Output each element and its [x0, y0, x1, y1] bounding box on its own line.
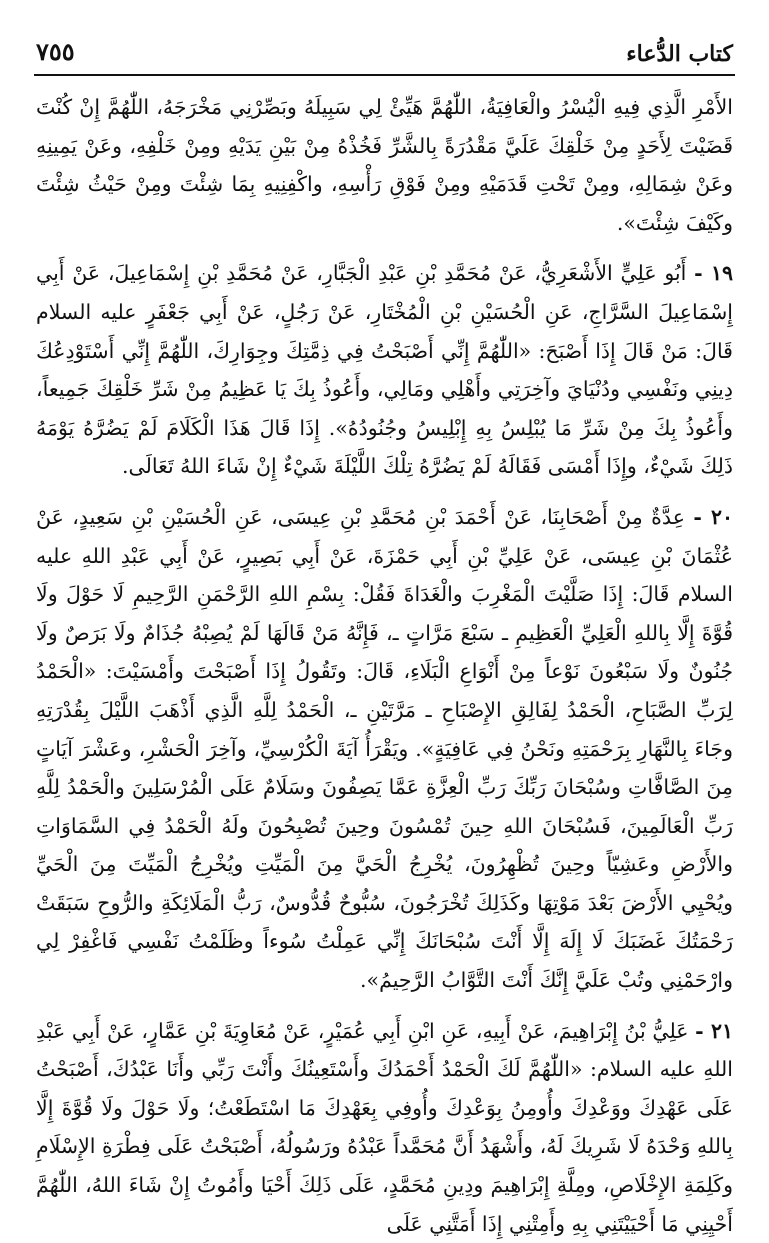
paragraph-hadith-19: [36, 254, 733, 486]
page-body: [36, 88, 733, 1243]
paragraph-continuation: [36, 88, 733, 242]
header-rule: [34, 74, 735, 76]
paragraph-text: أَبُو عَلِيٍّ الأَشْعَرِيُّ، عَنْ مُحَمَّدِ بْنِ عَبْدِ الْجَبَّارِ، عَنْ مُحَمَّدِ بْنِ إِسْمَاعِيلَ، عَنْ أَبِي إِسْمَاعِيلَ السَّرَّاجِ، عَنِ الْحُسَيْنِ بْنِ الْمُخْتَارِ، عَنْ رَجُلٍ، عَنْ أَبِي جَعْفَرٍ عليه السلام قَالَ: مَنْ قَالَ إِذَا أَصْبَحَ: «اللّٰهُمَّ إِنِّي أَصْبَحْتُ فِي ذِمَّتِكَ وجِوَارِكَ، اللّٰهُمَّ إِنِّي أَسْتَوْدِعُكَ دِينِي ونَفْسِي ودُنْيَايَ وآخِرَتِي وأَهْلِي ومَالِي، وأَعُوذُ بِكَ يَا عَظِيمُ مِنْ شَرِّ خَلْقِكَ جَمِيعاً، وأَعُوذُ بِكَ مِنْ شَرِّ مَا يُبْلِسُ بِهِ إِبْلِيسُ وجُنُودُهُ». إِذَا قَالَ هَذَا الْكَلَامَ لَمْ يَضُرَّهُ يَوْمَهُ ذَلِكَ شَيْءٌ، وإِذَا أَمْسَى فَقَالَهُ لَمْ يَضُرَّهُ تِلْكَ اللَّيْلَةَ شَيْءٌ إِنْ شَاءَ اللهُ تَعَالَى.: [36, 261, 733, 479]
paragraph-hadith-21: [36, 1012, 733, 1243]
page-number: ٧٥٥: [36, 37, 75, 66]
paragraph-hadith-20: [36, 498, 733, 1000]
hadith-number: ١٩ -: [694, 261, 733, 286]
paragraph-text: عِدَّةٌ مِنْ أَصْحَابِنَا، عَنْ أَحْمَدَ بْنِ مُحَمَّدِ بْنِ عِيسَى، عَنِ الْحُسَيْنِ بْنِ سَعِيدٍ، عَنْ عُثْمَانَ بْنِ عِيسَى، عَنْ عَلِيِّ بْنِ أَبِي حَمْزَةَ، عَنْ أَبِي بَصِيرٍ، عَنْ أَبِي عَبْدِ اللهِ عليه السلام قَالَ: إِذَا صَلَّيْتَ الْمَغْرِبَ والْغَدَاةَ فَقُلْ: بِسْمِ اللهِ الرَّحْمَنِ الرَّحِيمِ لَا حَوْلَ ولَا قُوَّةَ إِلَّا بِاللهِ الْعَلِيِّ الْعَظِيمِ ـ سَبْعَ مَرَّاتٍ ـ، فَإِنَّهُ مَنْ قَالَهَا لَمْ يُصِبْهُ جُذَامٌ ولَا بَرَصٌ ولَا جُنُونٌ ولَا سَبْعُونَ نَوْعاً مِنْ أَنْوَاعِ الْبَلَاءِ، قَالَ: وتَقُولُ إِذَا أَصْبَحْتَ وأَمْسَيْتَ: «الْحَمْدُ لِرَبِّ الصَّبَاحِ، الْحَمْدُ لِفَالِقِ الإِصْبَاحِ ـ مَرَّتَيْنِ ـ، الْحَمْدُ لِلَّهِ الَّذِي أَذْهَبَ اللَّيْلَ بِقُدْرَتِهِ وجَاءَ بِالنَّهَارِ بِرَحْمَتِهِ ونَحْنُ فِي عَافِيَةٍ». ويَقْرَأُ آيَةَ الْكُرْسِيِّ، وآخِرَ الْحَشْرِ، وعَشْرَ آيَاتٍ مِنَ الصَّافَّاتِ وسُبْحَانَ رَبِّكَ رَبِّ الْعِزَّةِ عَمَّا يَصِفُونَ وسَلَامٌ عَلَى الْمُرْسَلِينَ والْحَمْدُ لِلَّهِ رَبِّ الْعَالَمِينَ، فَسُبْحَانَ اللهِ حِينَ تُمْسُونَ وحِينَ تُصْبِحُونَ ولَهُ الْحَمْدُ فِي السَّمَاوَاتِ والأَرْضِ وعَشِيّاً وحِينَ تُظْهِرُونَ، يُخْرِجُ الْحَيَّ مِنَ الْمَيِّتِ ويُخْرِجُ الْمَيِّتَ مِنَ الْحَيِّ ويُحْيِي الأَرْضَ بَعْدَ مَوْتِهَا وكَذَلِكَ تُخْرَجُونَ، سُبُّوحٌ قُدُّوسٌ، رَبُّ الْمَلَائِكَةِ والرُّوحِ سَبَقَتْ رَحْمَتُكَ غَضَبَكَ لَا إِلَهَ إِلَّا أَنْتَ سُبْحَانَكَ إِنِّي عَمِلْتُ سُوءاً وظَلَمْتُ نَفْسِي فَاغْفِرْ لِي وارْحَمْنِي وتُبْ عَلَيَّ إِنَّكَ أَنْتَ التَّوَّابُ الرَّحِيمُ».: [36, 504, 733, 993]
running-title: كتاب الدُّعاء: [626, 41, 733, 67]
paragraph-text: الأَمْرِ الَّذِي فِيهِ الْيُسْرُ والْعَافِيَةُ، اللّٰهُمَّ هَيِّئْ لِي سَبِيلَهُ وبَصِّرْنِي مَخْرَجَهُ، اللّٰهُمَّ إِنْ كُنْتَ قَضَيْتَ لِأَحَدٍ مِنْ خَلْقِكَ عَلَيَّ مَقْدُرَةً بِالشَّرِّ فَخُذْهُ مِنْ بَيْنِ يَدَيْهِ ومِنْ خَلْفِهِ، وعَنْ يَمِينِهِ وعَنْ شِمَالِهِ، ومِنْ تَحْتِ قَدَمَيْهِ ومِنْ فَوْقِ رَأْسِهِ، واكْفِنِيهِ بِمَا شِئْتَ ومِنْ حَيْثُ شِئْتَ وكَيْفَ شِئْتَ».: [36, 95, 733, 235]
hadith-number: ٢١ -: [695, 1018, 733, 1043]
hadith-number: ٢٠ -: [693, 504, 733, 529]
paragraph-text: عَلِيُّ بْنُ إِبْرَاهِيمَ، عَنْ أَبِيهِ، عَنِ ابْنِ أَبِي عُمَيْرٍ، عَنْ مُعَاوِيَةَ بْنِ عَمَّارٍ، عَنْ أَبِي عَبْدِ اللهِ عليه السلام: «اللّٰهُمَّ لَكَ الْحَمْدُ أَحْمَدُكَ وأَسْتَعِينُكَ وأَنْتَ رَبِّي وأَنَا عَبْدُكَ، أَصْبَحْتُ عَلَى عَهْدِكَ ووَعْدِكَ وأُومِنُ بِوَعْدِكَ وأُوفِي بِعَهْدِكَ مَا اسْتَطَعْتُ؛ ولَا حَوْلَ ولَا قُوَّةَ إِلَّا بِاللهِ وَحْدَهُ لَا شَرِيكَ لَهُ، وأَشْهَدُ أَنَّ مُحَمَّداً عَبْدُهُ ورَسُولُهُ، أَصْبَحْتُ عَلَى فِطْرَةِ الإِسْلَامِ وكَلِمَةِ الإِخْلَاصِ، ومِلَّةِ إِبْرَاهِيمَ ودِينِ مُحَمَّدٍ، عَلَى ذَلِكَ أَحْيَا وأَمُوتُ إِنْ شَاءَ اللهُ، اللّٰهُمَّ أَحْيِنِي مَا أَحْيَيْتَنِي بِهِ وأَمِتْنِي إِذَا أَمَتَّنِي عَلَى: [36, 1018, 733, 1236]
